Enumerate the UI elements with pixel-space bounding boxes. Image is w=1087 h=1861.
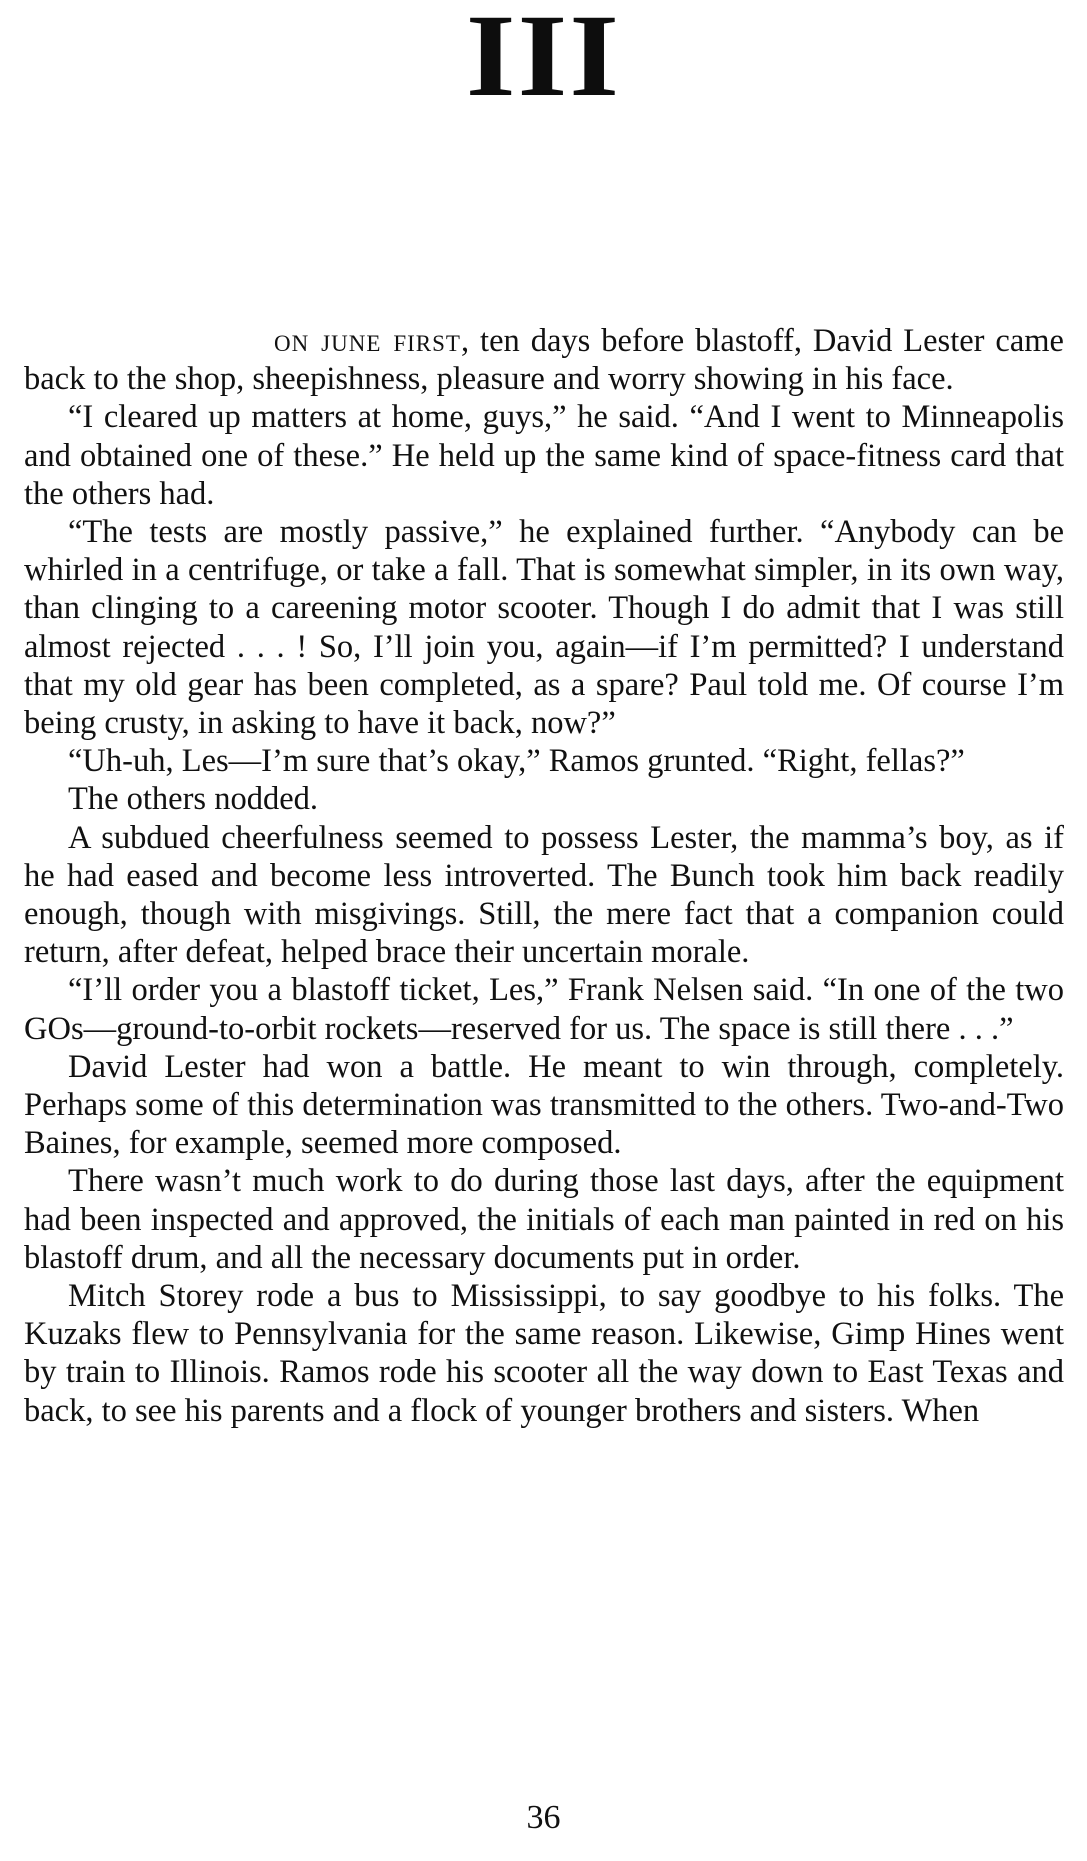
paragraph-opening-text: , ten days before blastoff, David Lester came back to the shop, sheepishness, pleasure and worry showing in his face. — [24, 323, 1064, 398]
paragraph: There wasn’t much work to do during those last days, after the equipment had been inspected and approved, the initials of each man painted in red on his blastoff drum, and all the necessary documents put in order. — [24, 1163, 1064, 1276]
chapter-numeral: III — [465, 0, 622, 121]
paragraph: A subdued cheerfulness seemed to possess Lester, the mamma’s boy, as if he had eased and become less introverted. The Bunch took him back readily enough, though with misgivings. Still, the mere fact that a companion could return, after defeat, helped brace their uncertain morale. — [24, 819, 1064, 971]
paragraph: The others nodded. — [68, 781, 319, 818]
opening-small-caps: on june first — [274, 323, 461, 359]
paragraph: David Lester had won a battle. He meant to win through, completely. Perhaps some of this determination was transmitted to the others. Two-and-Two Baines, for example, seemed more composed. — [24, 1048, 1064, 1162]
paragraph-opening — [24, 322, 1064, 398]
paragraph: “Uh-uh, Les—I’m sure that’s okay,” Ramos grunted. “Right, fellas?” — [68, 743, 965, 780]
paragraph: Mitch Storey rode a bus to Mississippi, to say goodbye to his folks. The Kuzaks flew to Pennsylvania for the same reason. Likewise, Gimp Hines went by train to Illinois. Ramos rode his scooter all the way down to East Texas and back, to see his parents and a flock of younger brothers and sisters. When — [24, 1278, 1064, 1429]
paragraph: “The tests are mostly passive,” he explained further. “Anybody can be whirled in a centrifuge, or take a fall. That is somewhat simpler, in its own way, than clinging to a careening motor scooter. Though I do admit that I was still almost rejected . . . ! So, I’ll join you, again—if I’m permitted? I understand that my old gear has been completed, as a spare? Paul told me. Of course I’m being crusty, in asking to have it back, now?” — [24, 514, 1064, 742]
paragraph: “I’ll order you a blastoff ticket, Les,” Frank Nelsen said. “In one of the two GOs—ground-to-orbit rockets—reserved for us. The space is still there . . .” — [24, 972, 1064, 1047]
body-text — [24, 322, 1064, 1430]
paragraph: “I cleared up matters at home, guys,” he said. “And I went to Minneapolis and obtained one of these.” He held up the same kind of space-fitness card that the others had. — [24, 399, 1064, 512]
page-number: 36 — [526, 1799, 561, 1836]
